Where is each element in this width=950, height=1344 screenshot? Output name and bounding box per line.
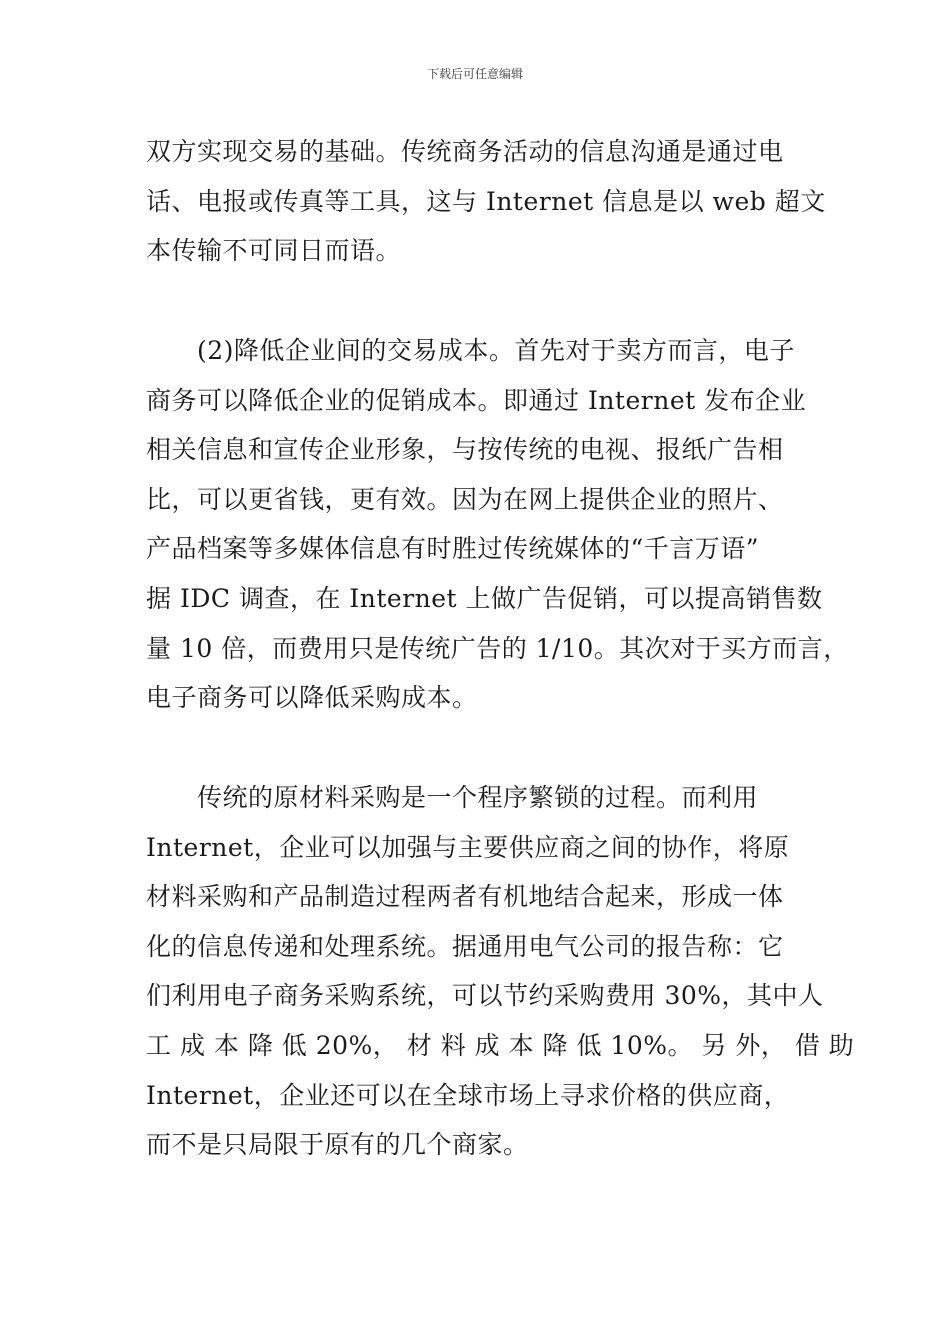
paragraph-3 [146, 773, 855, 1170]
text-line: 本传输不可同日而语。 [146, 236, 402, 266]
text-line: 材料采购和产品制造过程两者有机地结合起来，形成一体 [146, 882, 784, 912]
text-line: 电子商务可以降低采购成本。 [146, 683, 478, 713]
paragraph-1 [146, 127, 826, 276]
text-line: 据 IDC 调查，在 Internet 上做广告促销，可以提高销售数 [146, 583, 823, 613]
text-line: 双方实现交易的基础。传统商务活动的信息沟通是通过电 [146, 137, 784, 166]
text-line: 话、电报或传真等工具，这与 Internet 信息是以 web 超文 [146, 186, 826, 216]
text-line: Internet，企业还可以在全球市场上寻求价格的供应商， [146, 1080, 790, 1110]
text-line: 产品档案等多媒体信息有时胜过传统媒体的“千言万语” [146, 534, 760, 564]
text-line: 工 成 本 降 低 20%， 材 料 成 本 降 低 10%。 另 外， 借 助 [146, 1030, 855, 1060]
text-line: 相关信息和宣传企业形象，与按传统的电视、报纸广告相 [146, 435, 784, 465]
text-line: 商务可以降低企业的促销成本。即通过 Internet 发布企业 [146, 385, 807, 415]
text-line: 们利用电子商务采购系统，可以节约采购费用 30%，其中人 [146, 981, 824, 1011]
text-line: 传统的原材料采购是一个程序繁锁的过程。而利用 [146, 783, 759, 812]
paragraph-2 [146, 326, 849, 723]
text-line: (2)降低企业间的交易成本。首先对于卖方而言，电子 [146, 336, 795, 365]
text-line: Internet，企业可以加强与主要供应商之间的协作，将原 [146, 832, 790, 862]
text-line: 比，可以更省钱，更有效。因为在网上提供企业的照片、 [146, 484, 784, 514]
text-line: 而不是只局限于原有的几个商家。 [146, 1130, 529, 1160]
text-line: 化的信息传递和处理系统。据通用电气公司的报告称：它 [146, 931, 784, 961]
page-header-note: 下载后可任意编辑 [426, 67, 523, 81]
text-line: 量 10 倍，而费用只是传统广告的 1/10。其次对于买方而言， [146, 633, 849, 663]
